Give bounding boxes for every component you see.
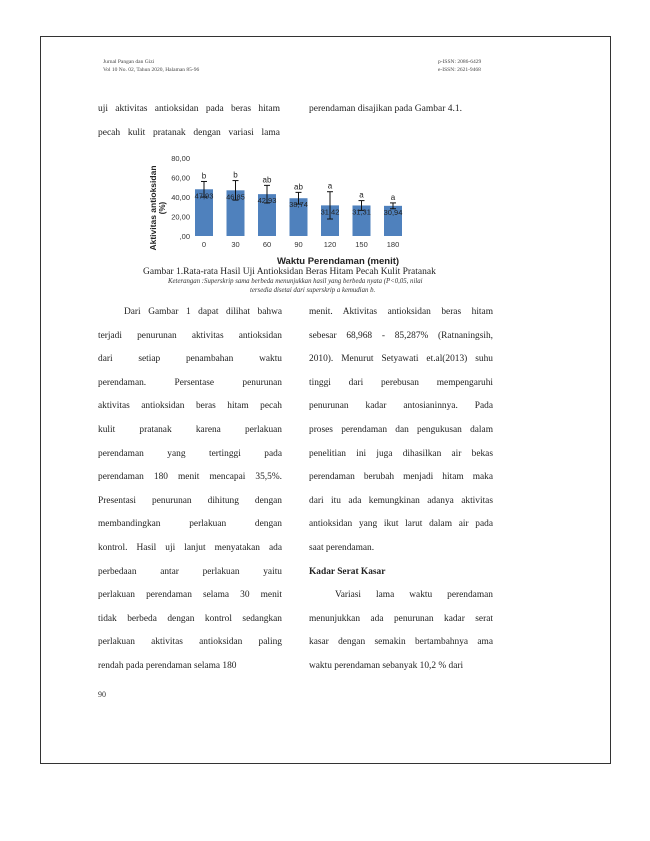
data-label: 30,94 [383, 207, 403, 217]
left-column [98, 305, 282, 683]
significance-letter: ab [262, 175, 272, 185]
figure-note-line-1: Keterangan :Superskrip sama berbeda menunjukkan hasil yang berbeda nyata (P<0,05, nilai [168, 278, 423, 285]
text-line: proses perendaman dan pengukusan dalam [309, 424, 493, 435]
journal-header-left [103, 58, 199, 74]
x-axis-ticks [202, 240, 399, 249]
y-tick-label: 20,00 [171, 212, 190, 222]
significance-letter: b [201, 171, 207, 181]
text-line: waktu perendaman sebanyak 10,2 % dari [309, 660, 464, 671]
figure-note-line-2: tersedia disetai dari superskrip a kemudian b. [250, 287, 376, 294]
y-tick-label: 80,00 [171, 154, 190, 163]
y-axis-label [148, 165, 167, 250]
x-tick-label: 60 [262, 240, 272, 249]
figure-caption: Gambar 1.Rata-rata Hasil Uji Antioksidan Beras Hitam Pecah Kulit Pratanak [143, 267, 436, 277]
x-axis-label: Waktu Perendaman (menit) [276, 256, 400, 267]
data-label: 31,31 [352, 207, 371, 217]
intro-left-line-1: uji aktivitas antioksidan pada beras hitam [98, 104, 280, 114]
text-line: penurunan kadar antosianinnya. Pada [309, 401, 493, 412]
y-axis-label-line-2: (%) [158, 201, 167, 215]
y-axis-label-line-1: Aktivitas antioksidan [148, 165, 158, 251]
x-tick-label: 0 [201, 240, 207, 249]
text-line: kulit pratanak karena perlakuan [98, 424, 282, 435]
y-axis-ticks [171, 154, 190, 241]
data-label: 47,93 [194, 191, 214, 201]
text-line: aktivitas antioksidan beras hitam pecah [98, 401, 282, 412]
x-tick-label: 30 [231, 240, 240, 249]
right-column [309, 305, 493, 683]
x-tick-label: 150 [355, 240, 368, 249]
text-line: antioksidan yang ikut larut dalam air pada [309, 519, 493, 530]
data-label: 38,74 [289, 200, 308, 210]
x-tick-label: 180 [386, 240, 400, 249]
intro-left-line-2: pecah kulit pratanak dengan variasi lama [98, 128, 280, 138]
x-tick-label: 120 [323, 240, 337, 249]
y-tick-label: 60,00 [171, 173, 190, 183]
text-line: perendaman 180 menit mencapai 35,5%. [98, 472, 282, 483]
data-label: 42,93 [257, 196, 277, 206]
significance-letter: a [359, 190, 364, 200]
significance-letter: a [327, 181, 333, 191]
text-line: membandingkan perlakuan dengan [98, 519, 282, 530]
significance-letter: ab [294, 182, 303, 192]
text-line: penelitian ini juga dihasilkan air bekas [309, 448, 493, 459]
p-issn: p-ISSN: 2086-6429 [438, 59, 482, 65]
journal-header-right [438, 58, 481, 74]
data-label: 46,85 [226, 192, 245, 202]
text-line: menit. Aktivitas antioksidan beras hitam [309, 307, 493, 317]
text-line: dari setiap penambahan waktu [98, 354, 282, 365]
text-line: menunjukkan ada penurunan kadar serat [309, 613, 493, 624]
text-line: sebesar 68,968 - 85,287% (Ratnaningsih, [309, 330, 493, 341]
section-heading: Kadar Serat Kasar [309, 566, 386, 577]
text-line: kasar dengan semakin bertambahnya ama [309, 637, 493, 648]
y-tick-label: 40,00 [171, 193, 190, 202]
text-line: dari itu ada kemungkinan adanya aktivitas [309, 495, 493, 506]
antioxidant-bar-chart [148, 152, 478, 267]
text-line: Dari Gambar 1 dapat dilihat bahwa [124, 307, 282, 317]
significance-letter: b [233, 170, 238, 180]
data-label: 31,42 [320, 207, 340, 217]
y-tick-label: ,00 [179, 232, 190, 241]
journal-volume: Vol 10 No. 02, Tahun 2020, Halaman 85-96 [103, 67, 200, 73]
significance-letter: a [390, 192, 396, 202]
text-line: perendaman. Persentase penurunan [98, 377, 282, 388]
text-line: perendaman berubah menjadi hitam maka [309, 472, 493, 483]
bars [195, 171, 403, 236]
text-line: perlakuan perendaman selama 30 menit [98, 590, 282, 601]
journal-name: Jurnal Pangan dan Gizi [103, 59, 155, 65]
text-line: saat perendaman. [309, 542, 375, 553]
text-line: Presentasi penurunan dihitung dengan [98, 495, 282, 506]
right-paragraph-1 [309, 305, 493, 565]
text-line: perendaman yang tertinggi pada [98, 448, 282, 459]
intro-right-line-1: perendaman disajikan pada Gambar 4.1. [309, 104, 462, 114]
text-line: tinggi dari perebusan mempengaruhi [309, 377, 493, 388]
x-tick-label: 90 [294, 240, 303, 249]
text-line: perlakuan aktivitas antioksidan paling [98, 637, 282, 648]
e-issn: e-ISSN: 2621-9468 [438, 67, 481, 73]
text-line: Variasi lama waktu perendaman [335, 590, 493, 601]
text-line: perbedaan antar perlakuan yaitu [98, 566, 282, 577]
text-line: kontrol. Hasil uji lanjut menyatakan ada [98, 542, 282, 553]
text-line: rendah pada perendaman selama 180 [98, 660, 237, 671]
text-line: 2010). Menurut Setyawati et.al(2013) suhu [309, 354, 493, 365]
page-number: 90 [98, 690, 106, 699]
text-line: tidak berbeda dengan kontrol sedangkan [98, 613, 282, 624]
text-line: terjadi penurunan aktivitas antioksidan [98, 330, 282, 341]
right-paragraph-2 [309, 588, 493, 682]
